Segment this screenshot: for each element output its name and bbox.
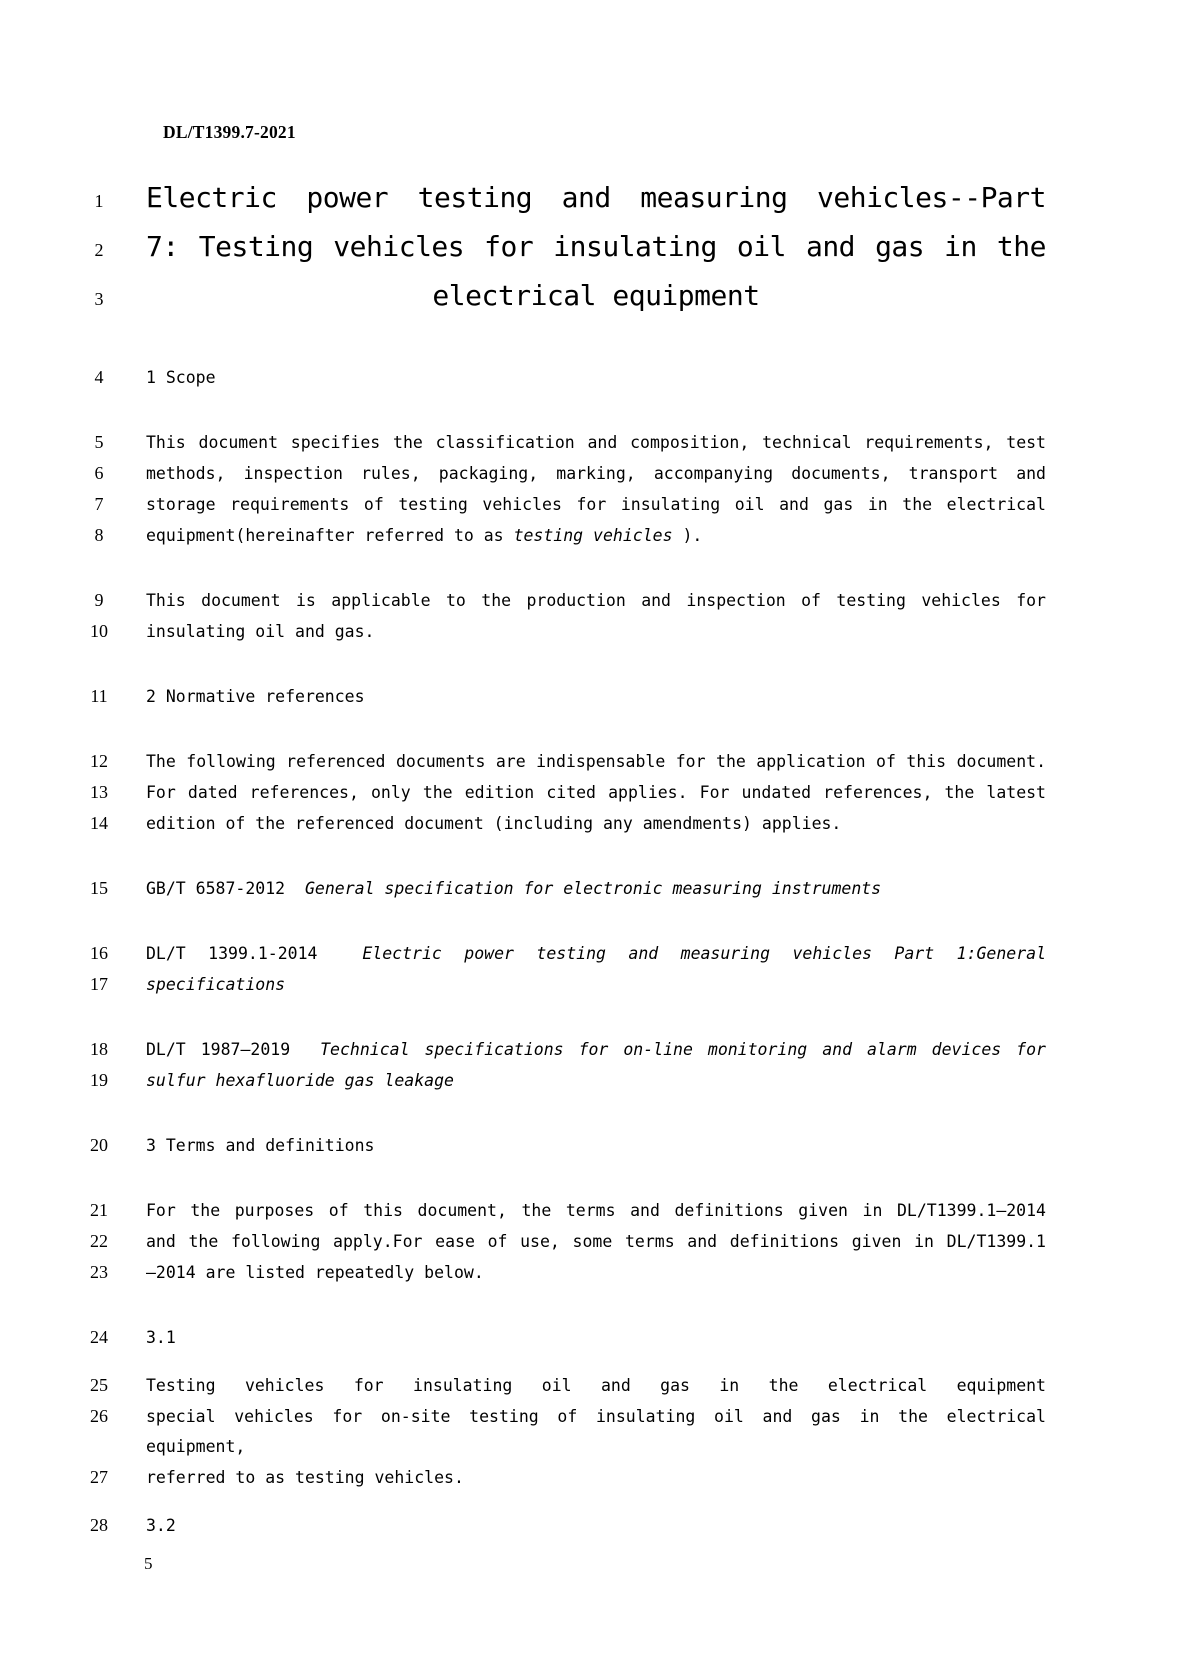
- line-text: [146, 1196, 1046, 1226]
- line-text: [146, 363, 1046, 393]
- line-number: 2: [94, 240, 104, 260]
- document-line: [0, 1257, 1186, 1288]
- italic-text-segment: Electric power testing and measuring vehicles Part 1:General: [362, 944, 1046, 963]
- line-text: [146, 778, 1046, 808]
- text-segment: DL/T 1399.1-2014: [146, 944, 363, 963]
- line-text: [146, 428, 1046, 458]
- line-number: 27: [90, 1467, 108, 1487]
- text-segment: edition of the referenced document (including any amendments) applies.: [146, 814, 842, 833]
- heading-block: [0, 1322, 1186, 1353]
- heading-block: [0, 1510, 1186, 1541]
- document-line: [0, 1034, 1186, 1065]
- document-line: [0, 1226, 1186, 1257]
- line-text: [146, 1066, 1046, 1096]
- text-segment: DL/T 1987—2019: [146, 1040, 321, 1059]
- line-text: [146, 939, 1046, 969]
- line-text: [146, 874, 1046, 904]
- document-line: [0, 175, 1186, 224]
- text-segment: 7: Testing vehicles for insulating oil and gas in the: [146, 230, 1046, 263]
- text-segment: electrical equipment: [432, 279, 760, 312]
- line-number: 4: [94, 367, 104, 387]
- document-line: [0, 1510, 1186, 1541]
- document-line: [0, 224, 1186, 273]
- text-segment: For dated references, only the edition cited applies. For undated references, the latest: [146, 783, 1046, 802]
- line-text: [146, 586, 1046, 616]
- document-body: [0, 175, 1186, 1541]
- text-segment: 3 Terms and definitions: [146, 1136, 375, 1155]
- line-number: 11: [90, 686, 108, 706]
- document-line: [0, 1195, 1186, 1226]
- document-line: [0, 520, 1186, 551]
- line-text: [146, 1463, 1046, 1493]
- paragraph-block: [0, 585, 1186, 647]
- document-line: [0, 681, 1186, 712]
- paragraph-block: [0, 873, 1186, 904]
- line-text: [146, 747, 1046, 777]
- title-block: [0, 175, 1186, 322]
- document-line: [0, 1401, 1186, 1462]
- italic-text-segment: specifications: [146, 975, 286, 994]
- line-number: 8: [94, 525, 104, 545]
- text-segment: Testing vehicles for insulating oil and gas in the electrical equipment: [146, 1376, 1046, 1395]
- line-number: 25: [90, 1375, 108, 1395]
- line-text: [146, 617, 1046, 647]
- document-line: [0, 1065, 1186, 1096]
- text-segment: The following referenced documents are indispensable for the application of this document.: [146, 752, 1046, 771]
- line-number: 21: [90, 1200, 108, 1220]
- heading-block: [0, 1130, 1186, 1161]
- document-line: [0, 273, 1186, 322]
- text-segment: Electric power testing and measuring vehicles--Part: [146, 181, 1046, 214]
- text-segment: insulating oil and gas.: [146, 622, 375, 641]
- document-line: [0, 746, 1186, 777]
- line-text: [146, 1511, 1046, 1541]
- line-text: [146, 1131, 1046, 1161]
- line-number: 14: [90, 813, 108, 833]
- document-line: [0, 1322, 1186, 1353]
- page-number: 5: [144, 1554, 153, 1573]
- line-number: 13: [90, 782, 108, 802]
- text-segment: 2 Normative references: [146, 687, 365, 706]
- line-text: [146, 1323, 1046, 1353]
- document-line: [0, 873, 1186, 904]
- text-segment: This document specifies the classification and composition, technical requirements, test: [146, 433, 1046, 452]
- text-segment: This document is applicable to the production and inspection of testing vehicles for: [146, 591, 1046, 610]
- line-number: 26: [90, 1406, 108, 1426]
- line-number: 28: [90, 1515, 108, 1535]
- line-number: 5: [94, 432, 104, 452]
- line-text: [146, 682, 1046, 712]
- text-segment: and the following apply.For ease of use, some terms and definitions given in DL/T1399.1: [146, 1232, 1046, 1251]
- line-text: [146, 809, 1046, 839]
- document-line: [0, 489, 1186, 520]
- text-segment: methods, inspection rules, packaging, marking, accompanying documents, transport and: [146, 464, 1046, 483]
- document-code: DL/T1399.7-2021: [163, 122, 296, 142]
- line-number: 3: [94, 289, 104, 309]
- line-text: [146, 1227, 1046, 1257]
- line-text: [146, 490, 1046, 520]
- line-number: 18: [90, 1039, 108, 1059]
- document-line: [0, 808, 1186, 839]
- text-segment: 1 Scope: [146, 368, 216, 387]
- document-line: [0, 969, 1186, 1000]
- document-line: [0, 585, 1186, 616]
- heading-block: [0, 681, 1186, 712]
- document-line: [0, 1370, 1186, 1401]
- document-line: [0, 777, 1186, 808]
- line-number: 20: [90, 1135, 108, 1155]
- line-text: [146, 970, 1046, 1000]
- text-segment: GB/T 6587-2012: [146, 879, 305, 898]
- paragraph-block: [0, 1195, 1186, 1288]
- line-text: [146, 175, 1046, 221]
- line-text: [146, 1402, 1046, 1462]
- document-line: [0, 427, 1186, 458]
- paragraph-block: [0, 1034, 1186, 1096]
- document-line: [0, 362, 1186, 393]
- text-segment: For the purposes of this document, the terms and definitions given in DL/T1399.1—2014: [146, 1201, 1046, 1220]
- text-segment: special vehicles for on-site testing of insulating oil and gas in the electrical equipment,: [146, 1407, 1046, 1456]
- line-number: 19: [90, 1070, 108, 1090]
- document-line: [0, 1130, 1186, 1161]
- text-segment: ).: [672, 526, 703, 545]
- line-text: [146, 224, 1046, 270]
- italic-text-segment: Technical specifications for on-line monitoring and alarm devices for: [320, 1040, 1046, 1059]
- line-number: 22: [90, 1231, 108, 1251]
- document-line: [0, 938, 1186, 969]
- text-segment: —2014 are listed repeatedly below.: [146, 1263, 484, 1282]
- heading-block: [0, 362, 1186, 393]
- line-number: 16: [90, 943, 108, 963]
- line-number: 17: [90, 974, 108, 994]
- paragraph-block: [0, 746, 1186, 839]
- line-text: [146, 273, 1046, 319]
- italic-text-segment: General specification for electronic measuring instruments: [304, 879, 882, 898]
- text-segment: 3.2: [146, 1516, 176, 1535]
- line-number: 1: [94, 191, 104, 211]
- text-segment: 3.1: [146, 1328, 176, 1347]
- line-number: 23: [90, 1262, 108, 1282]
- paragraph-block: [0, 938, 1186, 1000]
- line-text: [146, 1371, 1046, 1401]
- text-segment: referred to as testing vehicles.: [146, 1468, 464, 1487]
- paragraph-block: [0, 1370, 1186, 1493]
- line-number: 6: [94, 463, 104, 483]
- document-line: [0, 1462, 1186, 1493]
- line-number: 15: [90, 878, 108, 898]
- line-text: [146, 1258, 1046, 1288]
- italic-text-segment: testing vehicles: [513, 526, 673, 545]
- line-number: 12: [90, 751, 108, 771]
- paragraph-block: [0, 427, 1186, 551]
- line-number: 9: [94, 590, 104, 610]
- italic-text-segment: sulfur hexafluoride gas leakage: [146, 1071, 454, 1090]
- document-line: [0, 616, 1186, 647]
- line-text: [146, 1035, 1046, 1065]
- line-number: 10: [90, 621, 108, 641]
- line-text: [146, 459, 1046, 489]
- text-segment: equipment(hereinafter referred to as: [146, 526, 514, 545]
- line-text: [146, 521, 1046, 551]
- line-number: 7: [94, 494, 104, 514]
- line-number: 24: [90, 1327, 108, 1347]
- document-line: [0, 458, 1186, 489]
- text-segment: storage requirements of testing vehicles for insulating oil and gas in the electrical: [146, 495, 1046, 514]
